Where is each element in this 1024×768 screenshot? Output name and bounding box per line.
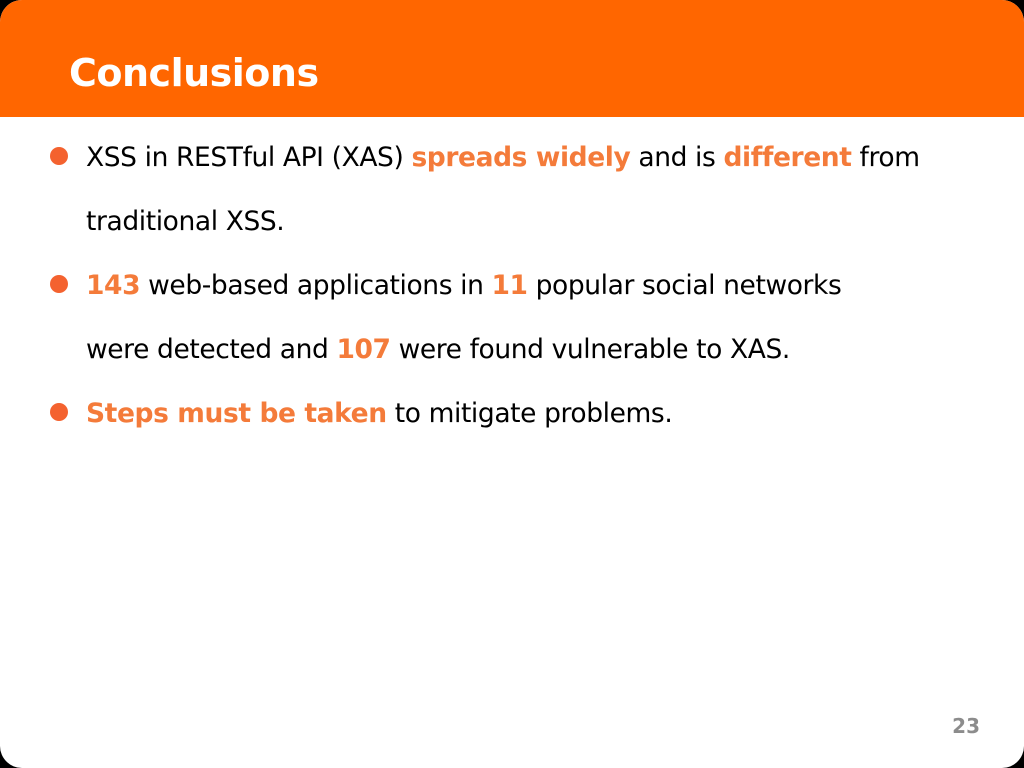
highlight-text: spreads widely: [411, 142, 631, 173]
bullet-text: were found vulnerable to XAS.: [390, 334, 790, 365]
bullet-text: traditional XSS.: [86, 206, 285, 237]
highlight-text: 107: [336, 334, 391, 365]
bullet-1-line-1: [86, 140, 920, 176]
bullet-dot-icon: [50, 275, 68, 293]
highlight-text: different: [723, 142, 852, 173]
bullet-2-line-2: [86, 332, 790, 368]
bullet-text: popular social networks: [527, 270, 842, 301]
bullet-text: from: [851, 142, 920, 173]
slide-title: Conclusions: [69, 51, 319, 95]
bullet-text: to mitigate problems.: [386, 398, 673, 429]
bullet-1-line-2: [86, 204, 284, 240]
bullet-text: were detected and: [86, 334, 337, 365]
bullet-dot-icon: [50, 147, 68, 165]
bullet-dot-icon: [50, 403, 68, 421]
bullet-text: and is: [630, 142, 724, 173]
page-number: 23: [952, 714, 980, 738]
bullet-2-line-1: [86, 268, 841, 304]
bullet-text: web-based applications in: [140, 270, 492, 301]
bullet-3-line-1: [86, 396, 672, 432]
highlight-text: 11: [491, 270, 528, 301]
highlight-text: 143: [86, 270, 141, 301]
highlight-text: Steps must be taken: [86, 398, 387, 429]
bullet-text: XSS in RESTful API (XAS): [86, 142, 412, 173]
